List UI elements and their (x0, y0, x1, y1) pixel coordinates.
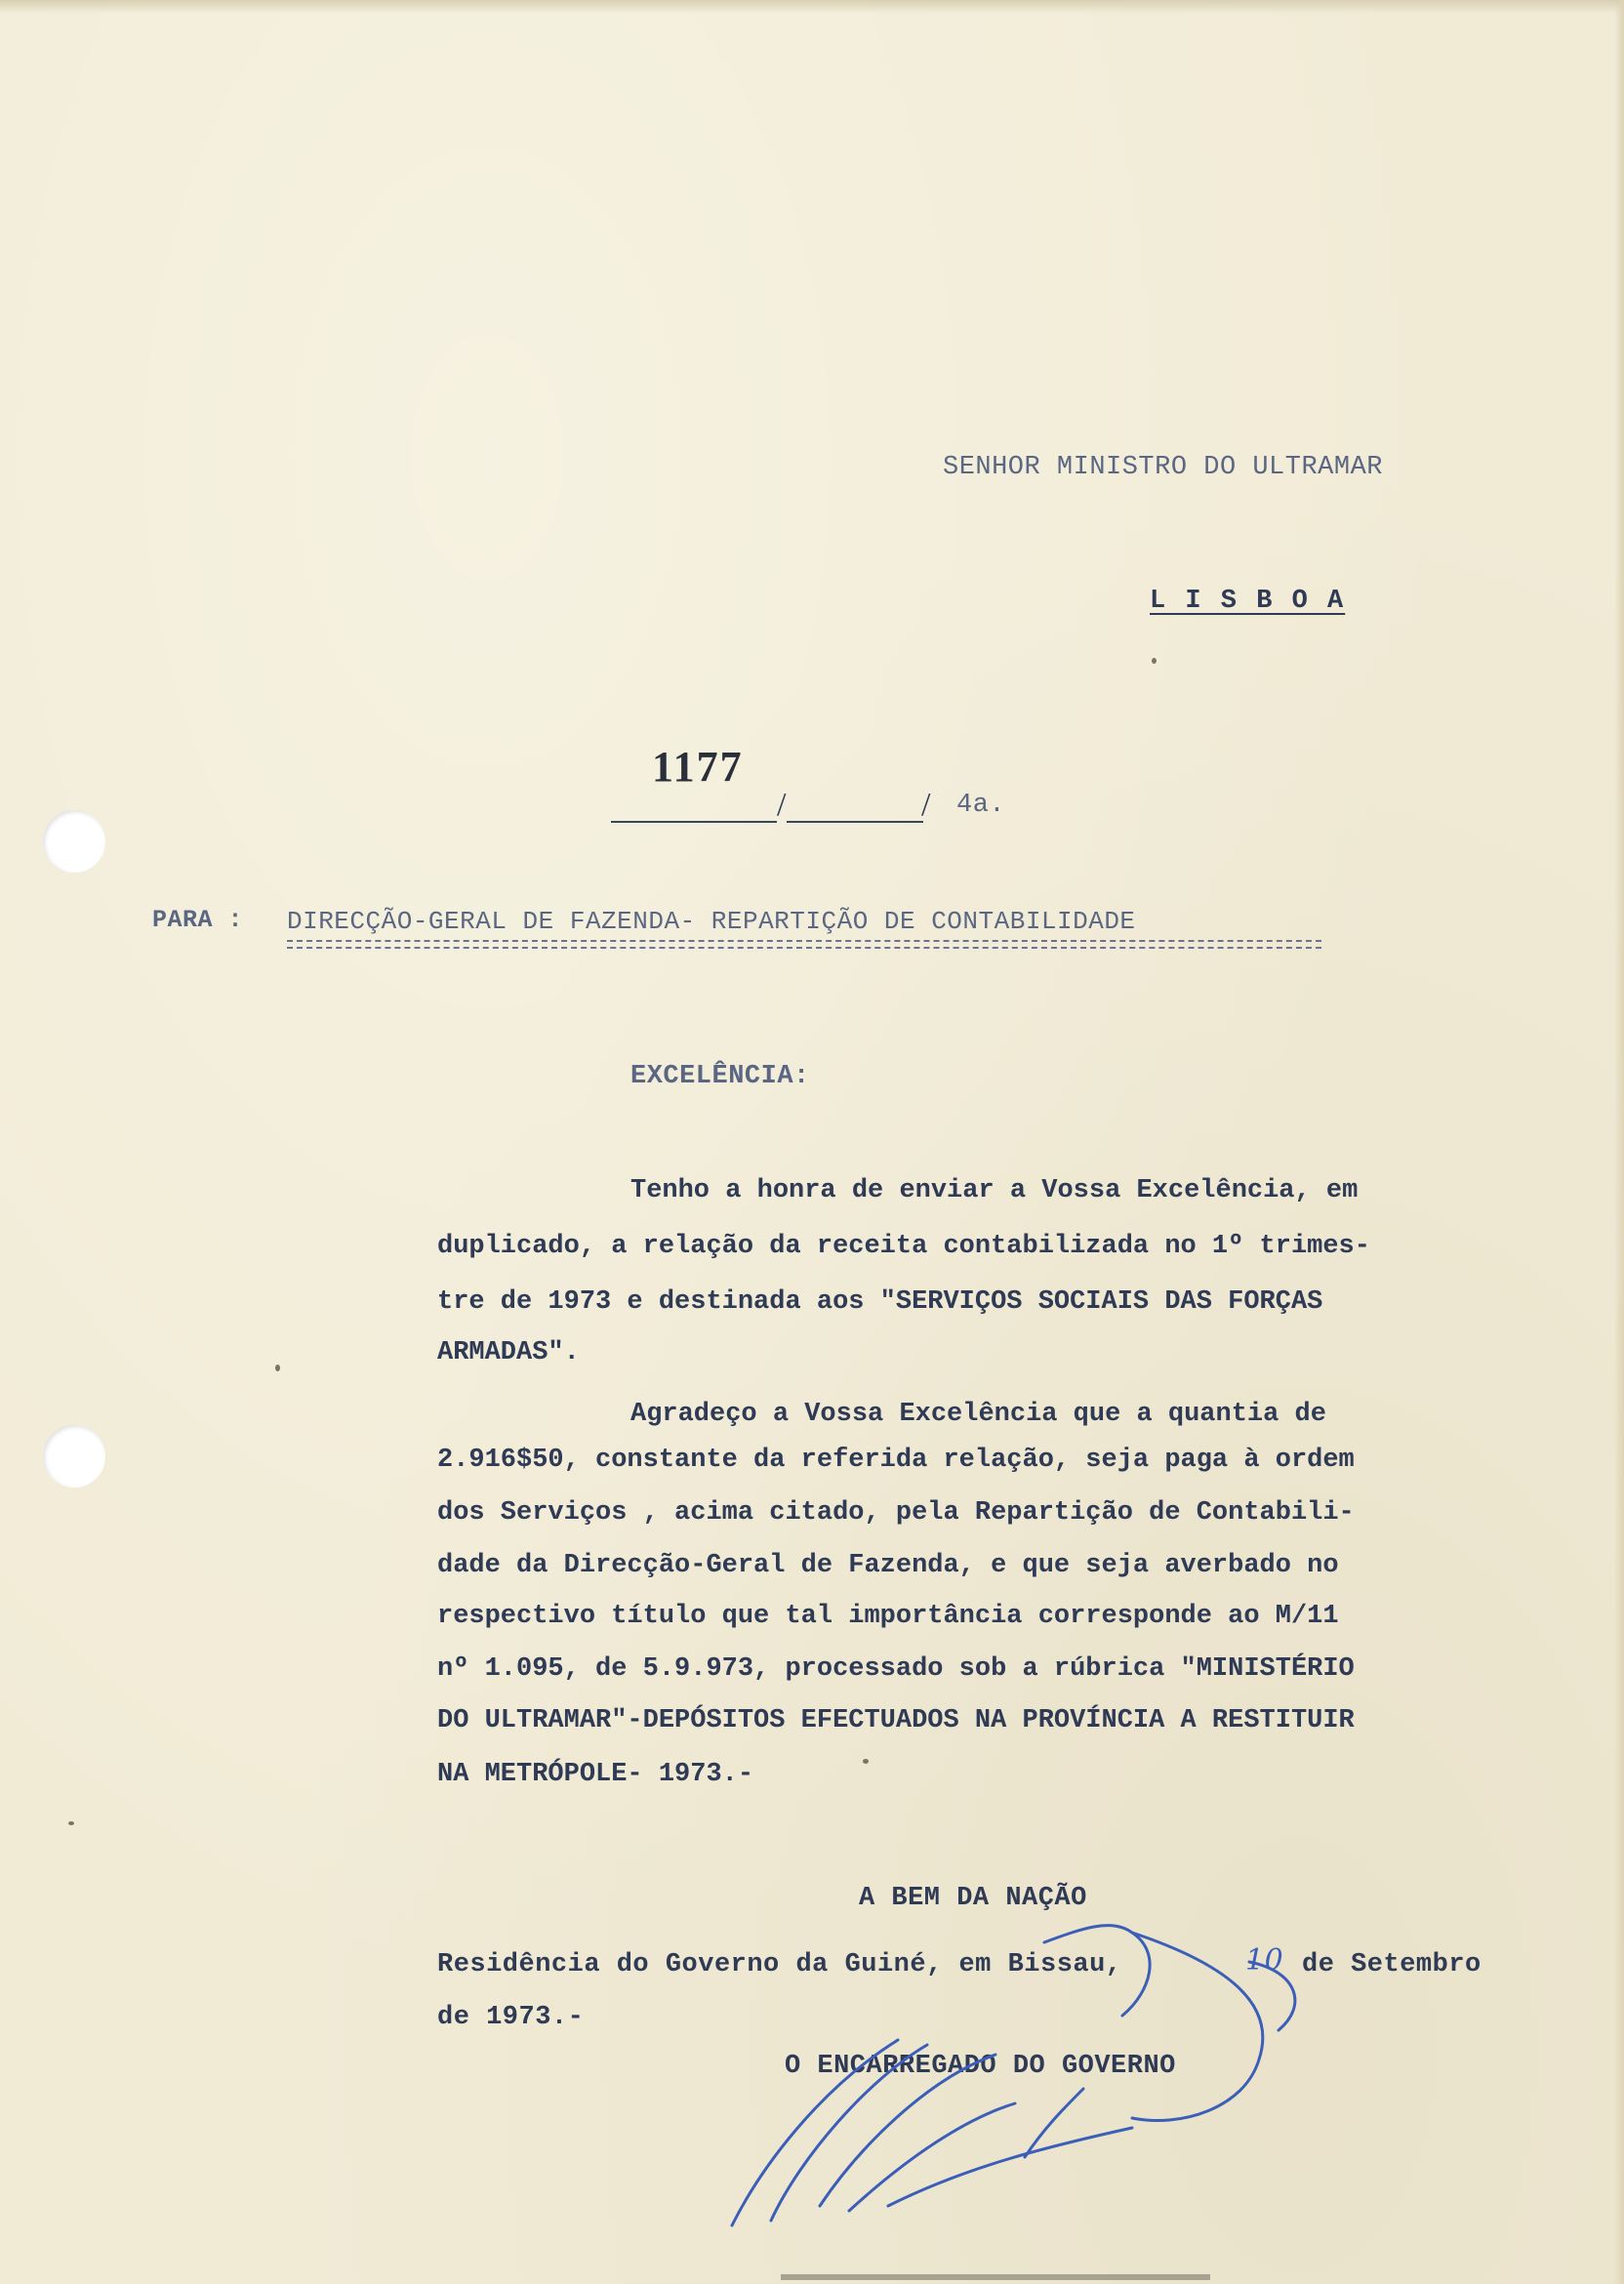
double-underline (287, 940, 1321, 949)
paper-speck (1152, 658, 1157, 664)
paper-speck (275, 1365, 280, 1371)
paper-speck (68, 1821, 74, 1825)
reference-separator: / (921, 787, 931, 823)
reference-blank (787, 821, 923, 823)
page-edge (1614, 0, 1624, 2284)
signature (673, 1835, 1415, 2245)
body-line: respectivo título que tal importância corresponde ao M/11 (437, 1602, 1339, 1631)
punch-hole (43, 1425, 105, 1488)
reference-number: 1177 (652, 743, 744, 791)
body-line: 2.916$50, constante da referida relação, seja paga à ordem (437, 1446, 1355, 1475)
body-line: duplicado, a relação da receita contabilizada no 1º trimes- (437, 1232, 1370, 1261)
body-line: ARMADAS". (437, 1338, 580, 1367)
closing-year: de 1973.- (437, 2003, 585, 2032)
body-line: DO ULTRAMAR"-DEPÓSITOS EFECTUADOS NA PROVÍNCIA A RESTITUIR (437, 1706, 1355, 1735)
closing-place: Residência do Governo da Guiné, em Bissau, (437, 1950, 1122, 1979)
body-line: dos Serviços , acima citado, pela Repartição de Contabili- (437, 1498, 1355, 1528)
body-line: nº 1.095, de 5.9.973, processado sob a rúbrica "MINISTÉRIO (437, 1654, 1355, 1684)
para-label: PARA : (152, 906, 244, 934)
body-line: dade da Direcção-Geral de Fazenda, e que seja averbado no (437, 1551, 1339, 1580)
closing-month: de Setembro (1302, 1950, 1482, 1979)
body-line: Agradeço a Vossa Excelência que a quantia de (630, 1400, 1326, 1429)
addressee: SENHOR MINISTRO DO ULTRAMAR (943, 453, 1383, 482)
para-destination: DIRECÇÃO-GERAL DE FAZENDA- REPARTIÇÃO DE CONTABILIDADE (287, 907, 1136, 936)
reference-suffix: 4a. (956, 791, 1006, 820)
page-edge (0, 0, 1624, 14)
reference-separator: / (777, 787, 787, 823)
signer-title: O ENCARREGADO DO GOVERNO (785, 2052, 1176, 2081)
salutation: EXCELÊNCIA: (630, 1062, 810, 1091)
cropped-line (781, 2274, 1210, 2280)
closing-motto: A BEM DA NAÇÃO (859, 1884, 1087, 1913)
body-line: Tenho a honra de enviar a Vossa Excelência, em (630, 1176, 1359, 1205)
handwritten-day: 10 (1245, 1943, 1284, 1978)
body-line: NA METRÓPOLE- 1973.- (437, 1760, 754, 1789)
punch-hole (43, 810, 105, 873)
reference-blank (611, 821, 777, 823)
body-line: tre de 1973 e destinada aos "SERVIÇOS SOCIAIS DAS FORÇAS (437, 1287, 1323, 1317)
city: L I S B O A (1150, 587, 1346, 616)
